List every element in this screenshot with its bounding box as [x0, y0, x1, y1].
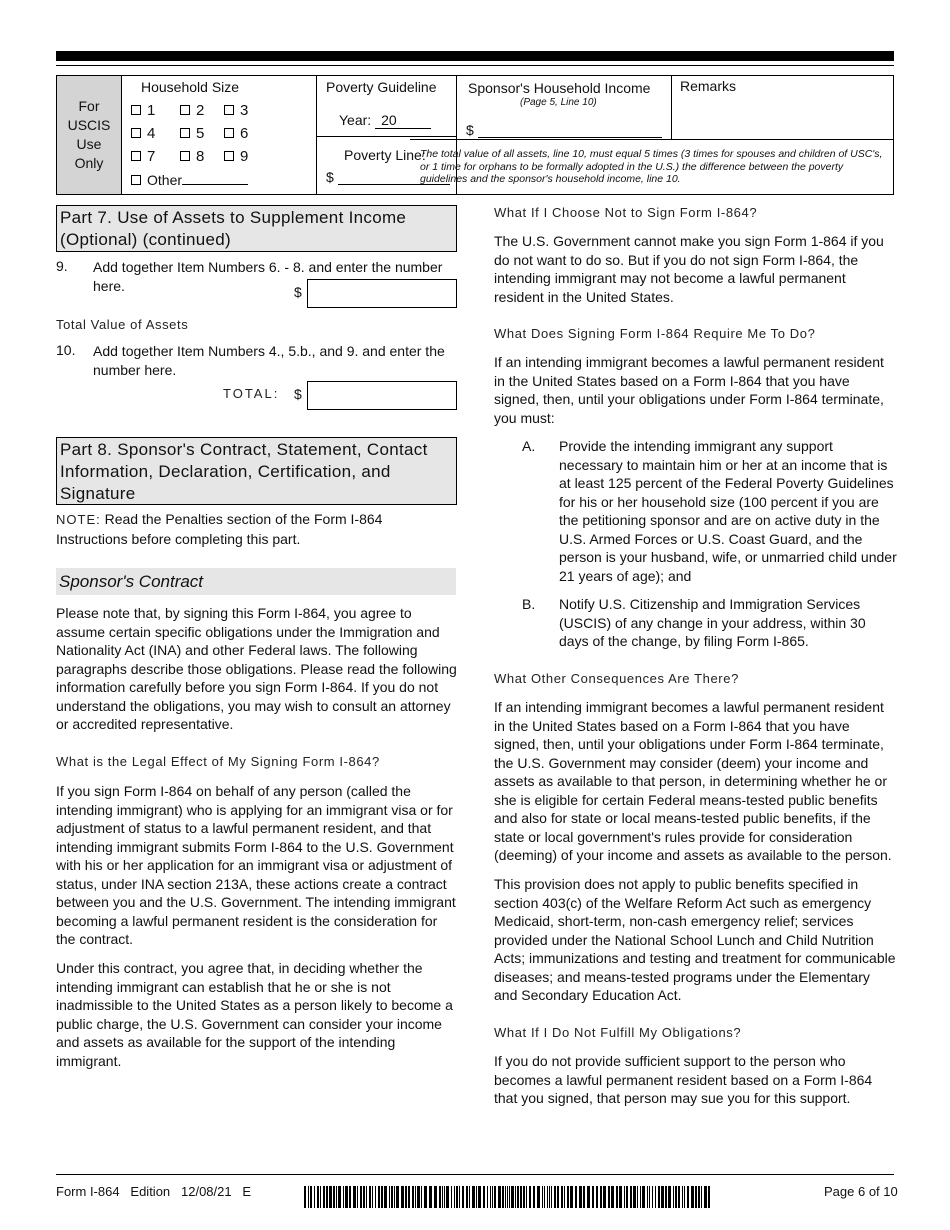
- for-uscis-line1: For: [78, 98, 100, 114]
- household-8-checkbox[interactable]: [180, 151, 190, 161]
- sponsor-contract-intro: Please note that, by signing this Form I-864, you agree to assume certain specific obligations under the Immigration and Nationality Act (INA) and other Federal laws. The following paragraphs describe those obligations. Please read the following information carefully before you sign Form I-864. If you do not understand the obligations, you may wish to consult an attorney or accredited representative.: [56, 605, 457, 732]
- household-3-checkbox[interactable]: [224, 105, 234, 115]
- part7-title-line1: Part 7. Use of Assets to Supplement Income: [60, 208, 407, 227]
- legal-effect-p1: If you sign Form I-864 on behalf of any person (called the intending immigrant) who is applying for an immigrant visa or for adjustment of status to a lawful permanent resident, and that intending immigrant submits Form I-864 to the U.S. Government with his or her application for an immigrant visa or adjustment of status, under INA section 213A, these actions create a contract between you and the U.S. Government. The intending immigrant becoming a lawful permanent resident is the consideration for the contract.: [56, 783, 456, 947]
- sponsor-income-dollar: $: [466, 122, 474, 138]
- item9-dollar: $: [294, 284, 302, 300]
- barcode: [304, 1186, 714, 1208]
- footer-rule: [56, 1174, 894, 1175]
- sponsor-contract-heading: Sponsor's Contract: [56, 568, 456, 595]
- household-7-label: 7: [147, 148, 156, 165]
- item9-amount-input[interactable]: [307, 279, 457, 308]
- sponsor-income-label: Sponsor's Household Income: [468, 80, 651, 96]
- household-other-label: Other: [147, 172, 183, 188]
- consequences-heading: What Other Consequences Are There?: [494, 671, 739, 686]
- total-amount-input[interactable]: [307, 381, 457, 410]
- part8-title-line1: Part 8. Sponsor's Contract, Statement, Contact: [60, 440, 428, 459]
- household-6-checkbox[interactable]: [224, 128, 234, 138]
- poverty-line-label: Poverty Line:: [344, 147, 426, 163]
- household-1-label: 1: [147, 102, 156, 119]
- part7-header: [56, 205, 457, 252]
- part8-title-line2: Information, Declaration, Certification, and: [60, 462, 391, 481]
- for-uscis-line3: Use: [76, 136, 102, 152]
- legal-effect-p2: Under this contract, you agree that, in deciding whether the intending immigrant can establish that he or she is not inadmissible to the United States as a person likely to become a public charge, the U.S. Government can consider your income and assets as available for the support of the intending immigrant.: [56, 960, 453, 1069]
- not-sign-text: The U.S. Government cannot make you sign Form 1-864 if you do not want to do so. But if you do not sign Form I-864, the intending immigrant may not become a lawful permanent resident in the United States.: [494, 233, 884, 305]
- household-size-section: [122, 76, 317, 194]
- household-8-label: 8: [196, 148, 205, 165]
- require-heading: What Does Signing Form I-864 Require Me To Do?: [494, 326, 816, 341]
- household-9-checkbox[interactable]: [224, 151, 234, 161]
- part8-header: [56, 437, 457, 505]
- not-fulfill-text: If you do not provide sufficient support to the person who becomes a lawful permanent resident based on a Form I-864 that you signed, that person may sue you for this support.: [494, 1053, 873, 1106]
- form-edition: Form I-864 Edition 12/08/21 E: [56, 1184, 252, 1199]
- legal-effect-heading: What is the Legal Effect of My Signing Form I-864?: [56, 754, 380, 769]
- for-uscis-use-only-label: [57, 76, 122, 194]
- assets-note: The total value of all assets, line 10, must equal 5 times (3 times for spouses and children of USC's, or 1 time for orphans to be formally adopted in the U.S.) the difference between the poverty guidelines and the sponsor's household income, line 10.: [410, 139, 893, 194]
- household-2-checkbox[interactable]: [180, 105, 190, 115]
- item10-dollar: $: [294, 386, 302, 402]
- household-1-checkbox[interactable]: [131, 105, 141, 115]
- household-7-checkbox[interactable]: [131, 151, 141, 161]
- year-label: Year:: [339, 112, 372, 128]
- item-a-label: A.: [522, 438, 536, 454]
- part8-note: [56, 510, 436, 548]
- require-text: If an intending immigrant becomes a lawful permanent resident in the United States based on a Form I-864 that you have signed, then, until your obligations under Form I-864 terminate, you must:: [494, 354, 884, 426]
- item10-text: Add together Item Numbers 4., 5.b., and 9. and enter the number here.: [93, 343, 445, 378]
- item9-number: 9.: [56, 258, 68, 274]
- poverty-guideline-label: Poverty Guideline: [326, 79, 437, 95]
- for-uscis-line4: Only: [74, 155, 104, 171]
- note-label: NOTE:: [56, 512, 101, 527]
- household-3-label: 3: [240, 102, 249, 119]
- item10-number: 10.: [56, 342, 76, 358]
- poverty-line-dollar: $: [326, 169, 334, 185]
- total-label: TOTAL:: [223, 386, 280, 401]
- household-9-label: 9: [240, 148, 249, 165]
- item-b-text: Notify U.S. Citizenship and Immigration Services (USCIS) of any change in your address, within 30 days of the change, by filing Form I-865.: [559, 596, 866, 649]
- household-6-label: 6: [240, 125, 249, 142]
- sponsor-income-field[interactable]: [478, 123, 662, 138]
- sponsor-income-ref: (Page 5, Line 10): [520, 97, 597, 108]
- consequences-p2: This provision does not apply to public benefits specified in section 403(c) of the Welfare Reform Act such as emergency Medicaid, short-term, non-cash emergency relief; services provided under the National School Lunch and Child Nutrition Acts; immunizations and testing and treatment for communicable diseases; and means-tested programs under the Elementary and Secondary Education Act.: [494, 876, 896, 1003]
- part7-title-line2: (Optional) (continued): [60, 230, 232, 249]
- household-other-field[interactable]: [182, 172, 248, 185]
- item-a-text: Provide the intending immigrant any support necessary to maintain him or her at an income that is at least 125 percent of the Federal Poverty Guidelines for his or her household size (100 percent if you are the petitioning sponsor and are on active duty in the U.S. Armed Forces or U.S. Coast Guard, and the person is your husband, wife, or unmarried child under 21 years of age); and: [559, 438, 897, 584]
- remarks-label: Remarks: [680, 78, 737, 94]
- item-b-label: B.: [522, 596, 536, 612]
- part8-title-line3: Signature: [60, 484, 136, 503]
- item9-text: Add together Item Numbers 6. - 8. and enter the number here.: [93, 259, 443, 294]
- household-5-checkbox[interactable]: [180, 128, 190, 138]
- uscis-use-box: [56, 75, 894, 195]
- household-4-label: 4: [147, 125, 156, 142]
- remarks-section[interactable]: [671, 76, 893, 139]
- household-4-checkbox[interactable]: [131, 128, 141, 138]
- household-5-label: 5: [196, 125, 205, 142]
- for-uscis-line2: USCIS: [67, 117, 111, 133]
- household-2-label: 2: [196, 102, 205, 119]
- page-number: Page 6 of 10: [824, 1184, 898, 1199]
- household-other-checkbox[interactable]: [131, 175, 141, 185]
- not-sign-heading: What If I Choose Not to Sign Form I-864?: [494, 205, 758, 220]
- consequences-p1: If an intending immigrant becomes a lawful permanent resident in the United States based on a Form I-864 that you have signed, then, until your obligations under Form I-864 terminate, the U.S. Government may consider (deem) your income and assets as available to that person, in determining whether he or she is eligible for certain Federal means-tested public benefits and also for state or local means-tested public benefits, if the state or local government's rules provide for consideration (deeming) of your income and assets as available to the person.: [494, 699, 892, 863]
- not-fulfill-heading: What If I Do Not Fulfill My Obligations?: [494, 1025, 742, 1040]
- top-rule-thin: [56, 65, 894, 66]
- year-field[interactable]: 20: [375, 112, 431, 129]
- note-text: Read the Penalties section of the Form I-864 Instructions before completing this part.: [56, 511, 383, 547]
- household-size-label: Household Size: [141, 79, 240, 95]
- top-rule-thick: [56, 51, 894, 61]
- total-value-heading: Total Value of Assets: [56, 317, 189, 332]
